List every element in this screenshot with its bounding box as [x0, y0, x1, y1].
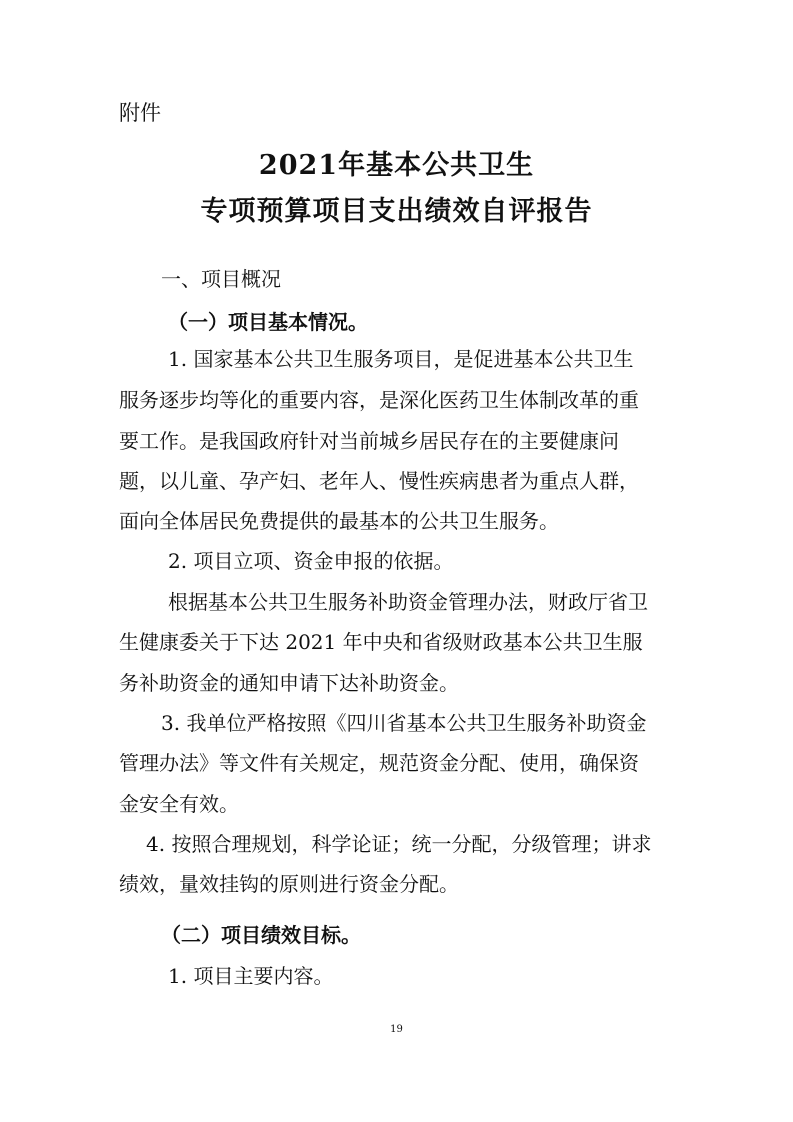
- paragraph-line: 题，以儿童、孕产妇、老年人、慢性疾病患者为重点人群，: [119, 469, 639, 493]
- paragraph-line: 生健康委关于下达 2021 年中央和省级财政基本公共卫生服: [119, 630, 643, 654]
- report-title: [0, 143, 793, 235]
- subsection-2-heading: （二）项目绩效目标。: [161, 923, 361, 947]
- section-1-heading: 一、项目概况: [161, 267, 281, 291]
- title-line-1: 2021年基本公共卫生: [258, 150, 535, 181]
- paragraph-line: 3. 我单位严格按照《四川省基本公共卫生服务补助资金: [161, 711, 647, 735]
- item-1-heading: 1. 项目主要内容。: [168, 964, 334, 988]
- paragraph-line: 4. 按照合理规划，科学论证；统一分配，分级管理；讲求: [146, 832, 652, 856]
- paragraph-line: 1. 国家基本公共卫生服务项目，是促进基本公共卫生: [168, 347, 634, 371]
- attachment-label: 附件: [119, 101, 161, 125]
- paragraph-line: 管理办法》等文件有关规定，规范资金分配、使用，确保资: [119, 751, 639, 775]
- paragraph-line: 根据基本公共卫生服务补助资金管理办法，财政厅省卫: [168, 590, 648, 614]
- paragraph-line: 要工作。是我国政府针对当前城乡居民存在的主要健康问: [119, 429, 619, 453]
- paragraph-line: 绩效，量效挂钩的原则进行资金分配。: [119, 872, 459, 896]
- title-line-2: 专项预算项目支出绩效自评报告: [200, 196, 593, 227]
- paragraph-line: 务补助资金的通知申请下达补助资金。: [119, 671, 459, 695]
- paragraph-line: 金安全有效。: [119, 792, 239, 816]
- item-2-heading: 2. 项目立项、资金申报的依据。: [168, 549, 454, 573]
- paragraph-line: 服务逐步均等化的重要内容，是深化医药卫生体制改革的重: [119, 388, 639, 412]
- page-number: 19: [390, 1024, 403, 1035]
- subsection-1-heading: （一）项目基本情况。: [168, 310, 368, 334]
- paragraph-line: 面向全体居民免费提供的最基本的公共卫生服务。: [119, 509, 559, 533]
